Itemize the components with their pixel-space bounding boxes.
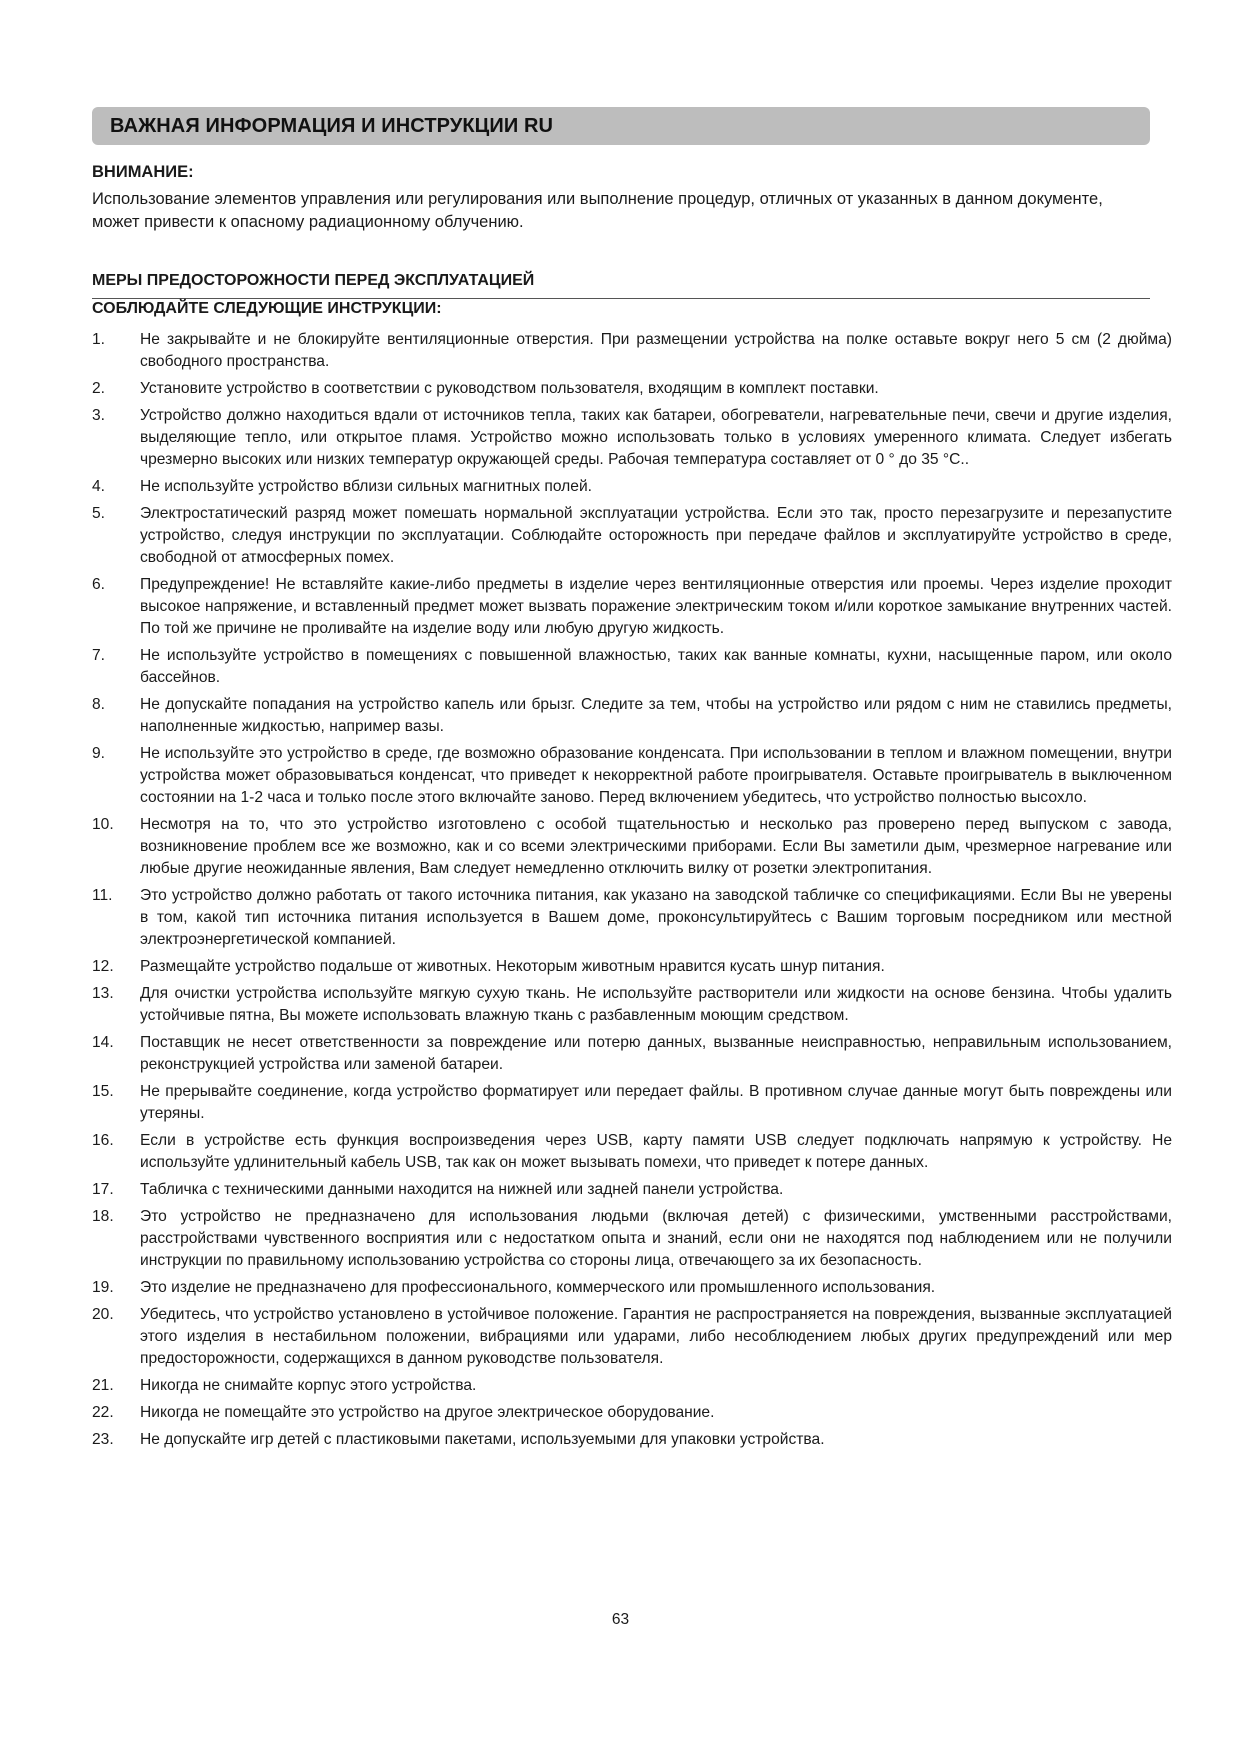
list-item	[92, 476, 1172, 498]
list-item-number: 14.	[92, 1034, 114, 1051]
list-item-text: Установите устройство в соответствии с руководством пользователя, входящим в комплект поставки.	[140, 380, 879, 397]
list-item-text: Не закрывайте и не блокируйте вентиляционные отверстия. При размещении устройства на полке оставьте вокруг него 5 см (2 дюйма) свободного пространства.	[140, 331, 1172, 370]
list-item-number: 5.	[92, 505, 106, 522]
list-item	[92, 694, 1172, 738]
list-item	[92, 743, 1172, 809]
list-item	[92, 1179, 1172, 1201]
list-item	[92, 1130, 1172, 1174]
list-item	[92, 503, 1172, 569]
list-item-number: 1.	[92, 331, 106, 348]
list-item-text: Табличка с техническими данными находится на нижней или задней панели устройства.	[140, 1181, 784, 1198]
list-item-number: 16.	[92, 1132, 114, 1149]
list-item	[92, 574, 1172, 640]
warning-text: Использование элементов управления или регулирования или выполнение процедур, отличных от указанных в данном документе, может привести к опасному радиационному облучению.	[92, 190, 1103, 231]
list-item	[92, 1429, 1172, 1451]
section-header-bar	[92, 107, 1150, 145]
list-item-number: 20.	[92, 1306, 114, 1323]
list-item	[92, 1277, 1172, 1299]
warning-title: ВНИМАНИЕ:	[92, 163, 194, 181]
list-item-number: 11.	[92, 887, 113, 904]
list-item	[92, 1375, 1172, 1397]
list-item	[92, 1304, 1172, 1370]
list-item-number: 9.	[92, 745, 106, 762]
list-item-text: Электростатический разряд может помешать нормальной эксплуатации устройства. Если это так, просто перезагрузите и перезапустите устройство, следуя инструкции по эксплуатации. Соблюдайте осторожность при передаче файлов и эксплуатируйте устройство в среде, свободной от атмосферных помех.	[140, 505, 1172, 566]
list-item-number: 18.	[92, 1208, 114, 1225]
list-item-number: 6.	[92, 576, 106, 593]
precautions-title: МЕРЫ ПРЕДОСТОРОЖНОСТИ ПЕРЕД ЭКСПЛУАТАЦИЕЙ	[92, 272, 535, 289]
list-item-text: Предупреждение! Не вставляйте какие-либо предметы в изделие через вентиляционные отверстия или проемы. Через изделие проходит высокое напряжение, и вставленный предмет может вызвать поражение электрическим током и/или короткое замыкание внутренних частей. По той же причине не проливайте на изделие воду или любую другую жидкость.	[140, 576, 1172, 637]
list-item-number: 13.	[92, 985, 114, 1002]
list-item-number: 10.	[92, 816, 114, 833]
list-item-text: Это изделие не предназначено для профессионального, коммерческого или промышленного использования.	[140, 1279, 936, 1296]
list-item	[92, 885, 1172, 951]
list-item-number: 4.	[92, 478, 106, 495]
list-item	[92, 329, 1172, 373]
precautions-list	[92, 329, 1172, 1456]
list-item-text: Не используйте это устройство в среде, где возможно образование конденсата. При использовании в теплом и влажном помещении, внутри устройства может образовываться конденсат, что приведет к некорректной работе проигрывателя. Оставьте проигрыватель в выключенном состоянии на 1-2 часа и только после этого включайте заново. Перед включением убедитесь, что устройство полностью высохло.	[140, 745, 1172, 806]
list-item-text: Убедитесь, что устройство установлено в устойчивое положение. Гарантия не распространяется на повреждения, вызванные эксплуатацией этого изделия в нестабильном положении, вибрациями или ударами, либо несоблюдением любых других предупреждений или мер предосторожности, содержащихся в данном руководстве пользователя.	[140, 1306, 1172, 1367]
list-item	[92, 405, 1172, 471]
list-item	[92, 1081, 1172, 1125]
list-item	[92, 814, 1172, 880]
list-item-number: 17.	[92, 1181, 114, 1198]
list-item-number: 7.	[92, 647, 106, 664]
list-item-text: Не допускайте попадания на устройство капель или брызг. Следите за тем, чтобы на устройство или рядом с ним не ставились предметы, наполненные жидкостью, например вазы.	[140, 696, 1172, 735]
list-item-number: 12.	[92, 958, 114, 975]
list-item-text: Поставщик не несет ответственности за повреждение или потерю данных, вызванные неисправностью, неправильным использованием, реконструкцией устройства или заменой батареи.	[140, 1034, 1172, 1073]
list-item	[92, 1402, 1172, 1424]
list-item-number: 23.	[92, 1431, 114, 1448]
list-item-text: Размещайте устройство подальше от животных. Некоторым животным нравится кусать шнур питания.	[140, 958, 885, 975]
list-item-number: 19.	[92, 1279, 114, 1296]
precautions-subtitle: СОБЛЮДАЙТЕ СЛЕДУЮЩИЕ ИНСТРУКЦИИ:	[92, 300, 442, 317]
list-item-number: 15.	[92, 1083, 114, 1100]
list-item-text: Не используйте устройство вблизи сильных магнитных полей.	[140, 478, 592, 495]
list-item-number: 3.	[92, 407, 106, 424]
list-item	[92, 1032, 1172, 1076]
list-item-text: Никогда не помещайте это устройство на другое электрическое оборудование.	[140, 1404, 715, 1421]
list-item	[92, 378, 1172, 400]
list-item-text: Не прерывайте соединение, когда устройство форматирует или передает файлы. В противном случае данные могут быть повреждены или утеряны.	[140, 1083, 1172, 1122]
list-item-number: 8.	[92, 696, 106, 713]
section-header-title: ВАЖНАЯ ИНФОРМАЦИЯ И ИНСТРУКЦИИ RU	[110, 114, 554, 137]
list-item-number: 2.	[92, 380, 106, 397]
list-item-text: Устройство должно находиться вдали от источников тепла, таких как батареи, обогреватели, нагревательные печи, свечи и другие изделия, выделяющие тепло, или открытое пламя. Устройство можно использовать только в условиях умеренного климата. Следует избегать чрезмерно высоких или низких температур окружающей среды. Рабочая температура составляет от 0 ° до 35 °C..	[140, 407, 1172, 468]
list-item	[92, 1206, 1172, 1272]
section-divider	[92, 298, 1150, 299]
list-item-text: Не используйте устройство в помещениях с повышенной влажностью, таких как ванные комнаты, кухни, насыщенные паром, или около бассейнов.	[140, 647, 1172, 686]
list-item-text: Не допускайте игр детей с пластиковыми пакетами, используемыми для упаковки устройства.	[140, 1431, 825, 1448]
list-item-number: 22.	[92, 1404, 114, 1421]
list-item	[92, 956, 1172, 978]
list-item	[92, 983, 1172, 1027]
list-item-text: Если в устройстве есть функция воспроизведения через USB, карту памяти USB следует подключать напрямую к устройству. Не используйте удлинительный кабель USB, так как он может вызывать помехи, что приведет к потере данных.	[140, 1132, 1172, 1171]
list-item	[92, 645, 1172, 689]
list-item-text: Никогда не снимайте корпус этого устройства.	[140, 1377, 477, 1394]
page-number: 63	[611, 1611, 630, 1628]
list-item-number: 21.	[92, 1377, 114, 1394]
list-item-text: Это устройство не предназначено для использования людьми (включая детей) с физическими, умственными расстройствами, расстройствами чувственного восприятия или с недостатком опыта и знаний, если они не находятся под наблюдением или не получили инструкции по правильному использованию устройства со стороны лица, отвечающего за их безопасность.	[140, 1208, 1172, 1269]
list-item-text: Это устройство должно работать от такого источника питания, как указано на заводской табличке со спецификациями. Если Вы не уверены в том, какой тип источника питания используется в Вашем доме, проконсультируйтесь с Вашим торговым посредником или местной электроэнергетической компанией.	[140, 887, 1172, 948]
list-item-text: Несмотря на то, что это устройство изготовлено с особой тщательностью и несколько раз проверено перед выпуском с завода, возникновение проблем все же возможно, как и со всеми электрическими приборами. Если Вы заметили дым, чрезмерное нагревание или любые другие неожиданные явления, Вам следует немедленно отключить вилку от розетки электропитания.	[140, 816, 1172, 877]
list-item-text: Для очистки устройства используйте мягкую сухую ткань. Не используйте растворители или жидкости на основе бензина. Чтобы удалить устойчивые пятна, Вы можете использовать влажную ткань с разбавленным моющим средством.	[140, 985, 1172, 1024]
